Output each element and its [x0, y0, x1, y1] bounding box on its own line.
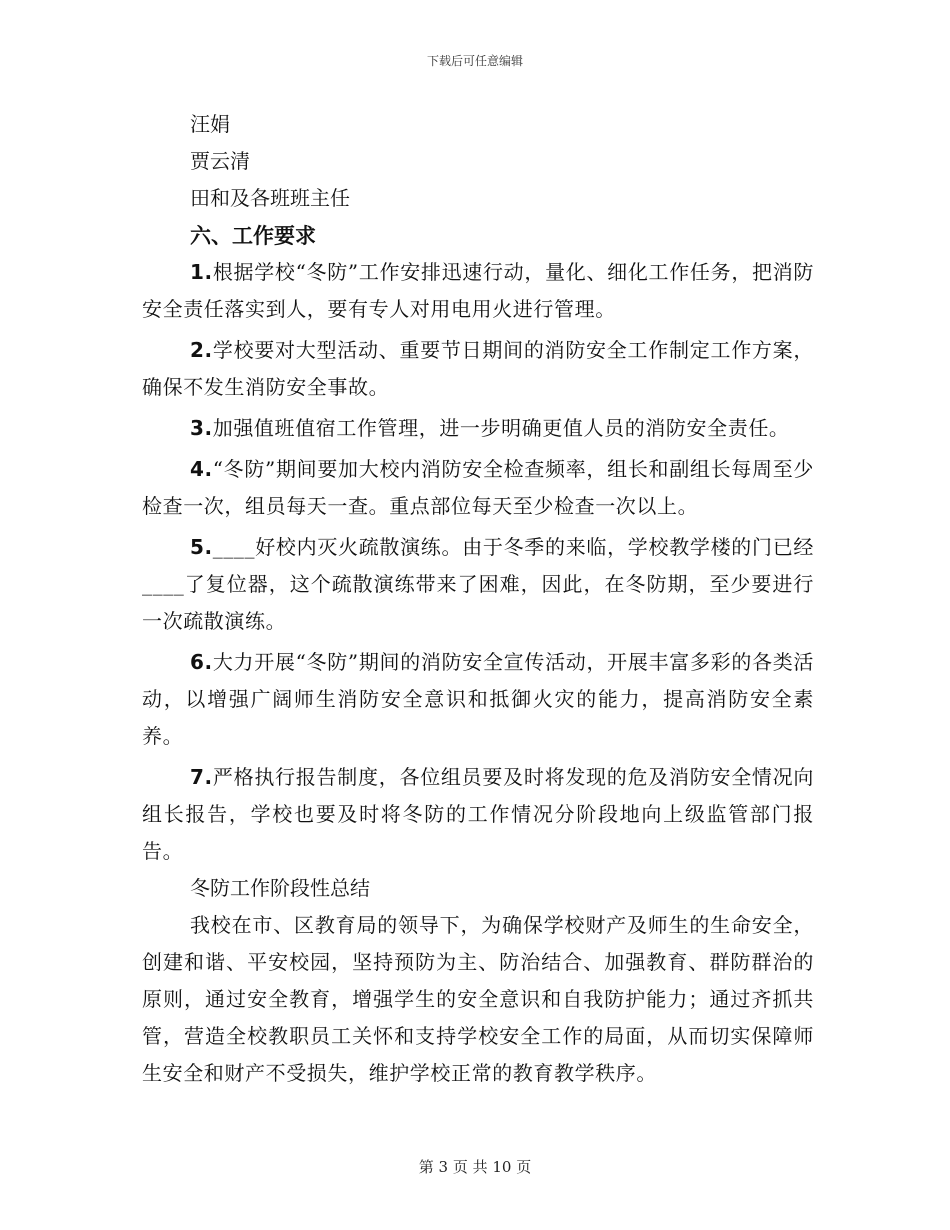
requirement-number: 3. [190, 416, 213, 440]
requirement-item [142, 332, 814, 406]
summary-paragraph: 我校在市、区教育局的领导下，为确保学校财产及师生的生命安全，创建和谐、平安校园，坚持预防为主、防治结合、加强教育、群防群治的原则，通过安全教育，增强学生的安全意识和自我防护能力；通过齐抓共管，营造全校教职员工关怀和支持学校安全工作的局面，从而切实保障师生安全和财产不受损失，维护学校正常的教育教学秩序。 [142, 913, 814, 1085]
requirement-item [142, 451, 814, 525]
requirement-item [142, 529, 814, 640]
requirement-number: 6. [190, 650, 213, 674]
name-line: 汪娟 [190, 112, 230, 136]
requirement-item [142, 644, 814, 755]
summary-title: 冬防工作阶段性总结 [190, 876, 370, 900]
requirement-item [142, 759, 814, 870]
requirement-number: 1. [190, 260, 213, 284]
requirement-text: 严格执行报告制度，各位组员要及时将发现的危及消防安全情况向组长报告，学校也要及时将冬防的工作情况分阶段地向上级监管部门报告。 [142, 765, 814, 863]
requirement-number: 2. [190, 338, 213, 362]
requirement-text: “冬防”期间要加大校内消防安全检查频率，组长和副组长每周至少检查一次，组员每天一查。重点部位每天至少检查一次以上。 [142, 457, 814, 518]
name-line: 田和及各班班主任 [190, 186, 350, 210]
requirement-number: 4. [190, 457, 213, 481]
name-line: 贾云清 [190, 149, 250, 173]
requirement-item [142, 254, 814, 328]
page-header-note: 下载后可任意编辑 [426, 54, 523, 68]
page-number: 第 3 页 共 10 页 [418, 1158, 532, 1176]
requirement-text: ____好校内灭火疏散演练。由于冬季的来临，学校教学楼的门已经____了复位器，这个疏散演练带来了困难，因此，在冬防期，至少要进行一次疏散演练。 [142, 535, 814, 633]
requirement-item [142, 410, 814, 447]
requirement-text: 加强值班值宿工作管理，进一步明确更值人员的消防安全责任。 [212, 416, 790, 440]
document-body [142, 106, 814, 1092]
requirement-number: 5. [190, 535, 213, 559]
section-heading: 六、工作要求 [190, 223, 316, 248]
requirement-text: 大力开展“冬防”期间的消防安全宣传活动，开展丰富多彩的各类活动，以增强广阔师生消防安全意识和抵御火灾的能力，提高消防安全素养。 [142, 650, 814, 748]
requirement-number: 7. [190, 765, 213, 789]
requirement-text: 根据学校“冬防”工作安排迅速行动，量化、细化工作任务，把消防安全责任落实到人，要有专人对用电用火进行管理。 [142, 260, 814, 321]
requirement-text: 学校要对大型活动、重要节日期间的消防安全工作制定工作方案，确保不发生消防安全事故。 [142, 338, 814, 399]
